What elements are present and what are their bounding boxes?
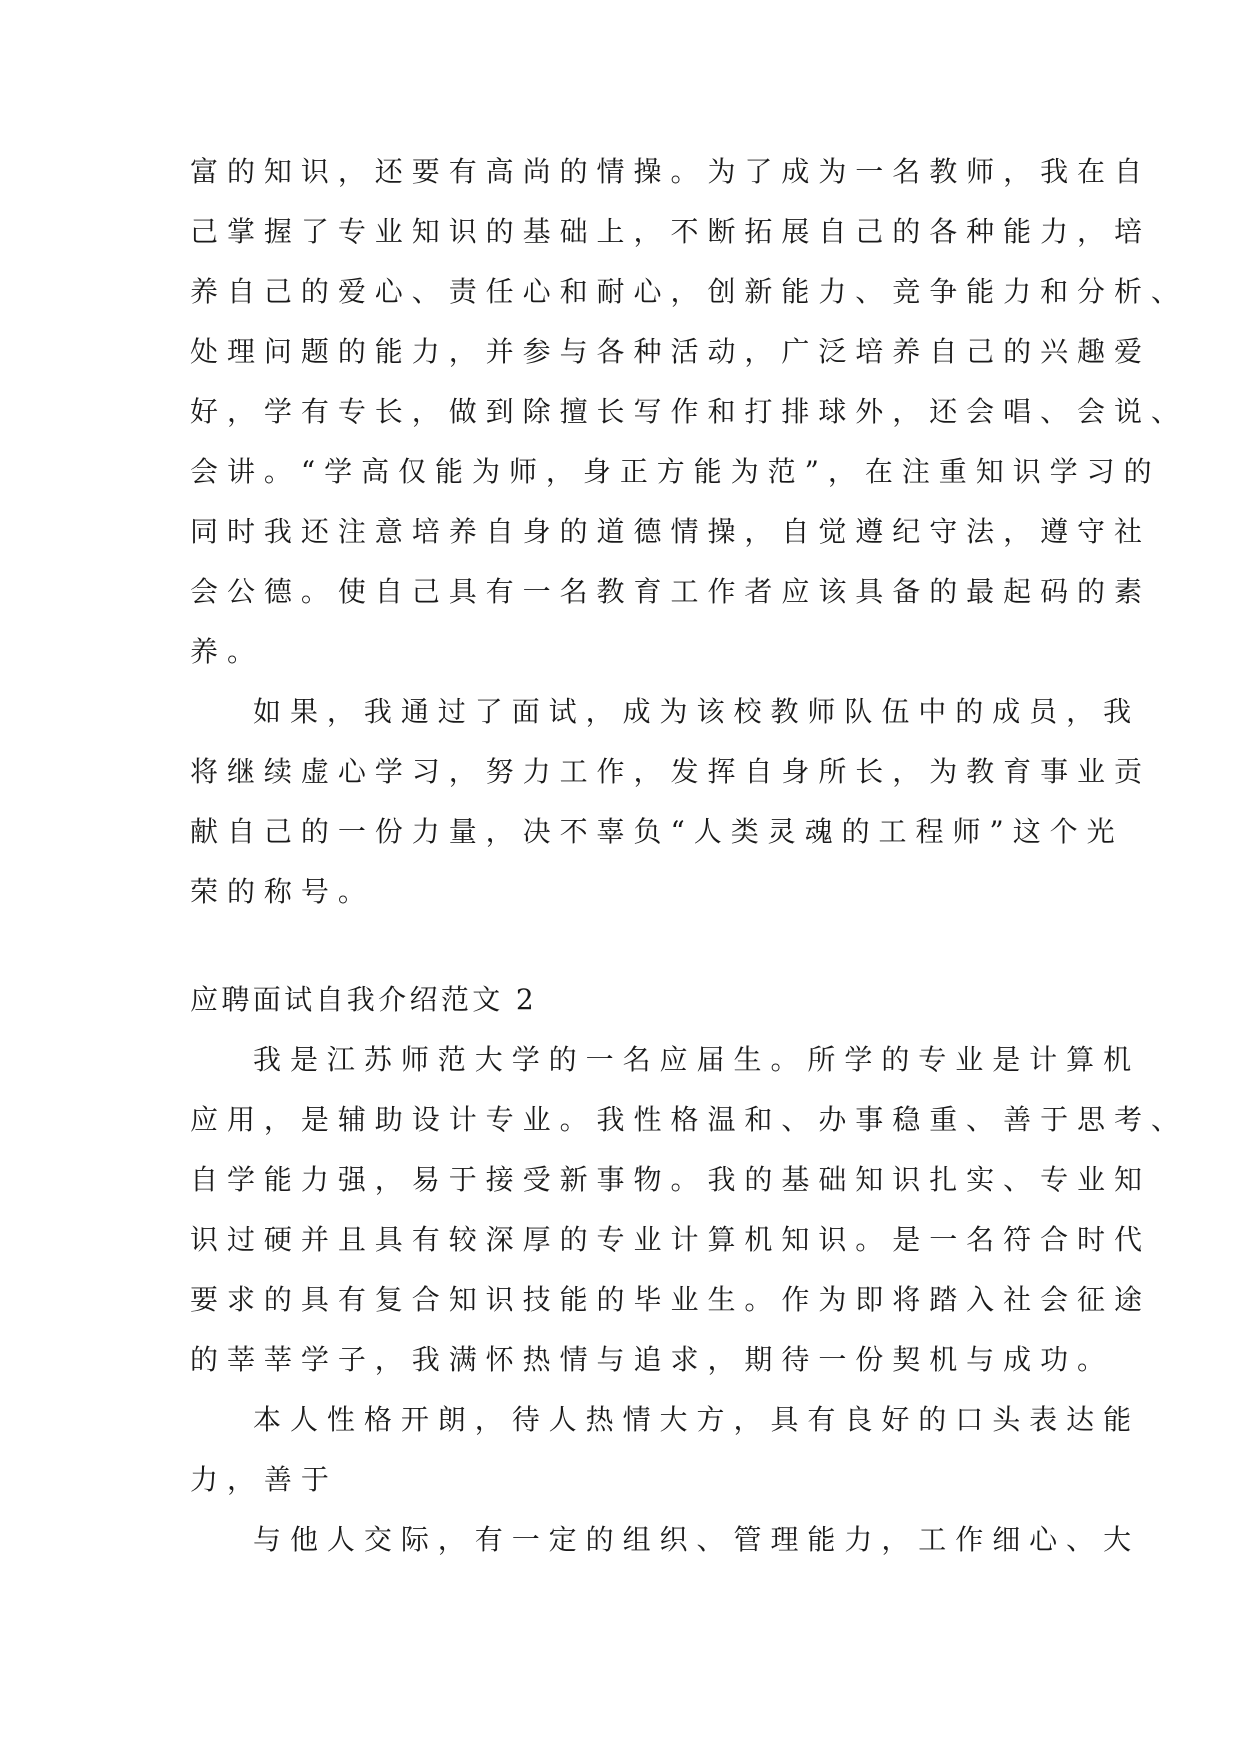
paragraph-1-line-8: 会公德。使自己具有一名教育工作者应该具备的最起码的素 [190,575,1151,608]
paragraph-3-line-6: 的莘莘学子，我满怀热情与追求，期待一份契机与成功。 [190,1343,1115,1376]
paragraph-2-line-4: 荣的称号。 [190,875,375,908]
paragraph-4-line-2: 力，善于 [190,1463,338,1496]
paragraph-3-line-1: 我是江苏师范大学的一名应届生。所学的专业是计算机 [253,1043,1141,1076]
paragraph-3-line-5: 要求的具有复合知识技能的毕业生。作为即将踏入社会征途 [190,1283,1151,1316]
paragraph-1-line-4: 处理问题的能力，并参与各种活动，广泛培养自己的兴趣爱 [190,335,1151,368]
paragraph-3-line-4: 识过硬并且具有较深厚的专业计算机知识。是一名符合时代 [190,1223,1151,1256]
paragraph-1-line-1: 富的知识，还要有高尚的情操。为了成为一名教师，我在自 [190,155,1151,188]
paragraph-1-line-7: 同时我还注意培养自身的道德情操，自觉遵纪守法，遵守社 [190,515,1151,548]
paragraph-1-line-6: 会讲。“学高仅能为师，身正方能为范”，在注重知识学习的 [190,455,1161,488]
paragraph-3-line-3: 自学能力强，易于接受新事物。我的基础知识扎实、专业知 [190,1163,1151,1196]
paragraph-2-line-2: 将继续虚心学习，努力工作，发挥自身所长，为教育事业贡 [190,755,1151,788]
paragraph-1-line-3: 养自己的爱心、责任心和耐心，创新能力、竞争能力和分析、 [190,275,1188,308]
paragraph-5-line-1: 与他人交际，有一定的组织、管理能力，工作细心、大 [253,1523,1141,1556]
paragraph-2-line-1: 如果，我通过了面试，成为该校教师队伍中的成员，我 [253,695,1141,728]
paragraph-2-line-3: 献自己的一份力量，决不辜负“人类灵魂的工程师”这个光 [190,815,1124,848]
section-heading: 应聘面试自我介绍范文 2 [190,983,538,1016]
paragraph-1-line-9: 养。 [190,635,264,668]
paragraph-4-line-1: 本人性格开朗，待人热情大方，具有良好的口头表达能 [253,1403,1141,1436]
paragraph-1-line-5: 好，学有专长，做到除擅长写作和打排球外，还会唱、会说、 [190,395,1188,428]
paragraph-1-line-2: 己掌握了专业知识的基础上，不断拓展自己的各种能力，培 [190,215,1151,248]
paragraph-3-line-2: 应用，是辅助设计专业。我性格温和、办事稳重、善于思考、 [190,1103,1188,1136]
